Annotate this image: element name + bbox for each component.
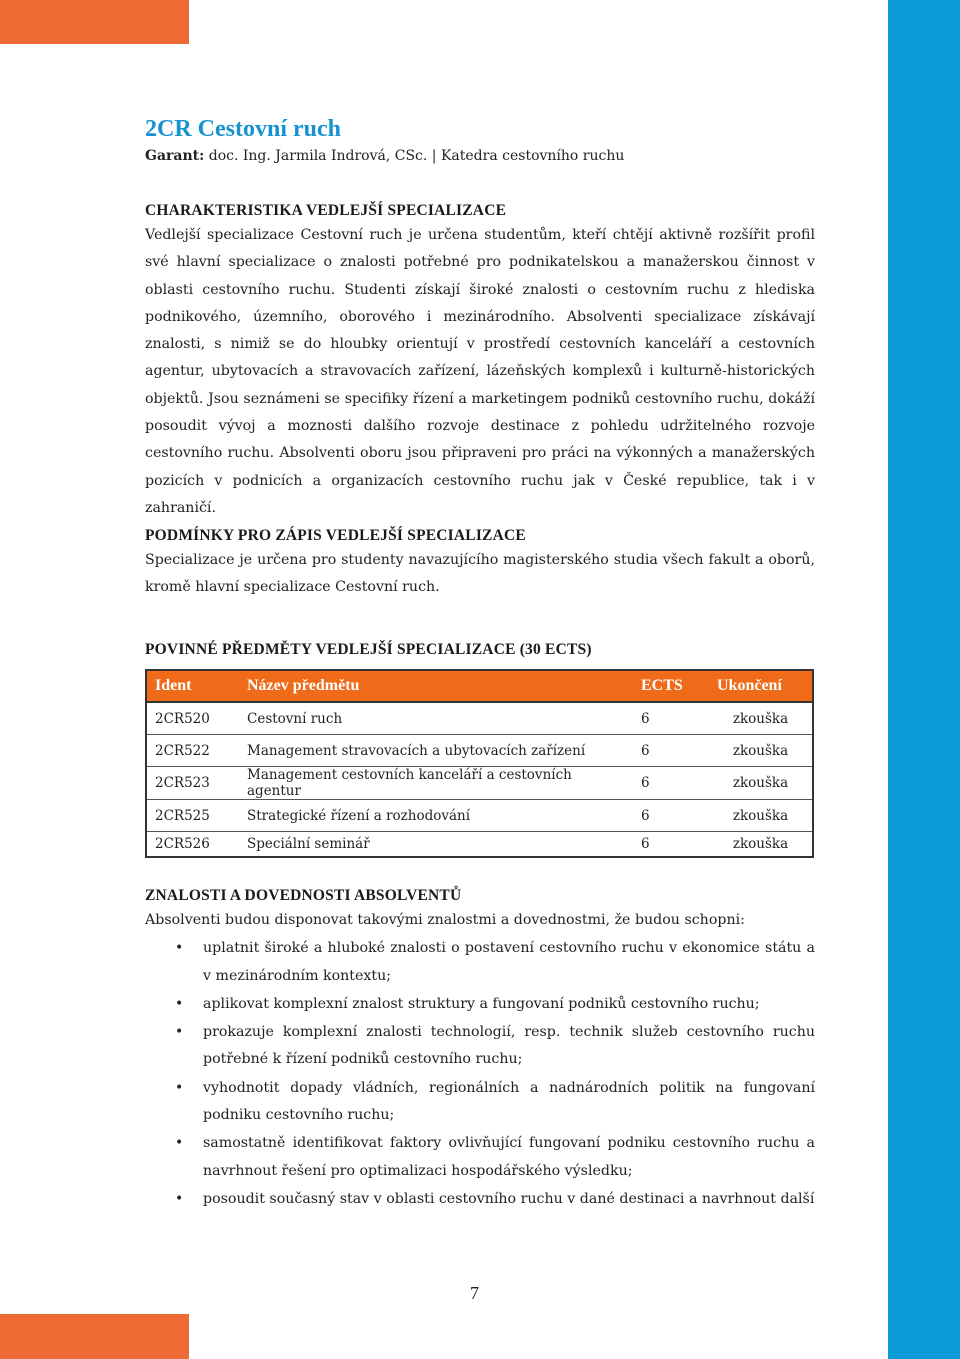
- list-item: [145, 1075, 815, 1130]
- list-item-text: aplikovat komplexní znalost struktury a fungovaní podniků cestovního ruchu;: [203, 995, 760, 1012]
- list-item: [145, 935, 815, 990]
- cell-ident: 2CR520: [146, 702, 239, 735]
- cell-ident: 2CR526: [155, 836, 210, 852]
- list-item-text: prokazuje komplexní znalosti technologií, resp. technik služeb cestovního ruchu potřebné k řízení podniků cestovního ruchu;: [203, 1024, 815, 1068]
- section-characteristics: [145, 200, 815, 522]
- skills-intro: Absolventi budou disponovat takovými znalostmi a dovednostmi, že budou schopni:: [145, 912, 745, 928]
- decorative-orange-bar-bottom: [0, 1314, 189, 1359]
- decorative-orange-bar-top: [0, 0, 189, 44]
- bullet-icon: •: [175, 995, 184, 1012]
- cell-end: zkouška: [709, 702, 813, 735]
- subjects-table: [145, 669, 814, 858]
- cell-end: zkouška: [709, 767, 813, 800]
- table-row: [146, 800, 813, 832]
- cell-name: Management cestovních kanceláří a cestovních agentur: [239, 767, 633, 800]
- cell-ects: 6: [633, 702, 709, 735]
- table-row: [146, 767, 813, 800]
- heading-conditions: PODMÍNKY PRO ZÁPIS VEDLEJŠÍ SPECIALIZACE: [145, 527, 526, 544]
- cell-end: zkouška: [732, 836, 789, 852]
- cell-name: Speciální seminář: [247, 836, 370, 852]
- heading-skills: ZNALOSTI A DOVEDNOSTI ABSOLVENTŮ: [145, 887, 462, 904]
- skills-list: [145, 935, 815, 1213]
- conditions-text: Specializace je určena pro studenty navazujícího magisterského studia všech fakult a oborů, kromě hlavní specializace Cestovní ruch.: [145, 552, 815, 596]
- column-header-name: Název předmětu: [239, 670, 633, 702]
- garant-line: [145, 146, 815, 166]
- cell-ects: 6: [633, 735, 709, 767]
- page-number: 7: [470, 1283, 479, 1303]
- cell-ects: 6: [641, 836, 650, 852]
- column-header-end: Ukončení: [709, 670, 813, 702]
- section-required-subjects: [145, 639, 815, 858]
- bullet-icon: •: [175, 940, 184, 957]
- cell-name: Management stravovacích a ubytovacích zařízení: [239, 735, 633, 767]
- section-skills: [145, 885, 815, 1213]
- decorative-blue-bar-right: [888, 0, 960, 1359]
- page-title: 2CR Cestovní ruch: [145, 116, 341, 142]
- table-header-row: [146, 670, 813, 702]
- list-item: [145, 1019, 815, 1074]
- list-item: [145, 1186, 815, 1213]
- cell-ident: 2CR523: [146, 767, 239, 800]
- heading-characteristics: CHARAKTERISTIKA VEDLEJŠÍ SPECIALIZACE: [145, 202, 507, 219]
- cell-end: zkouška: [709, 735, 813, 767]
- characteristics-text: Vedlejší specializace Cestovní ruch je určena studentům, kteří chtějí aktivně rozšířit profil své hlavní specializace o znalosti potřebné pro podnikatelskou a manažerskou činnost v oblasti cestovního ruchu. Studenti získají široké znalosti o cestovním ruchu z hlediska podnikového, územního, oborového i mezinárodního. Absolventi specializace získávají znalosti, s nimiž se do hloubky orientují v prostředí cestovních kanceláří a cestovních agentur, ubytovacích a stravovacích zařízení, lázeňských komplexů i kulturně-historických objektů. Jsou seznámeni se specifiky řízení a marketingem podniků cestovního ruchu, dokáží posoudit vývoj a moznosti dalšího rozvoje destinace z pohledu udržitelného rozvoje cestovního ruchu. Absolventi oboru jsou připraveni pro práci na výkonných a manažerských pozicích v podnicích a organizacích cestovního ruchu jak v České republice, tak i v zahraničí.: [145, 227, 815, 516]
- cell-ident: 2CR522: [146, 735, 239, 767]
- list-item: [145, 991, 815, 1018]
- table-row: [146, 702, 813, 735]
- column-header-ident: Ident: [146, 670, 239, 702]
- cell-name: Strategické řízení a rozhodování: [239, 800, 633, 832]
- section-conditions: [145, 525, 815, 602]
- table-row: [146, 735, 813, 767]
- list-item-text: posoudit současný stav v oblasti cestovního ruchu v dané destinaci a navrhnout další: [203, 1190, 815, 1207]
- cell-name: Cestovní ruch: [239, 702, 633, 735]
- list-item-text: samostatně identifikovat faktory ovlivňující fungovaní podniku cestovního ruchu a navrhnout řešení pro optimalizaci hospodářského výsledku;: [203, 1135, 815, 1179]
- cell-ident: 2CR525: [146, 800, 239, 832]
- column-header-ects: ECTS: [633, 670, 709, 702]
- cell-ects: 6: [633, 767, 709, 800]
- cell-ects: 6: [633, 800, 709, 832]
- bullet-icon: •: [175, 1190, 184, 1207]
- page-content: [145, 112, 815, 1207]
- cell-end: zkouška: [709, 800, 813, 832]
- bullet-icon: •: [175, 1024, 184, 1041]
- bullet-icon: •: [175, 1135, 184, 1152]
- heading-required-subjects: POVINNÉ PŘEDMĚTY VEDLEJŠÍ SPECIALIZACE (30 ECTS): [145, 641, 592, 658]
- list-item-text: vyhodnotit dopady vládních, regionálních a nadnárodních politik na fungovaní podniku cestovního ruchu;: [203, 1079, 815, 1124]
- bullet-icon: •: [175, 1079, 184, 1096]
- table-row: [146, 832, 813, 858]
- list-item-text: uplatnit široké a hluboké znalosti o postavení cestovního ruchu v ekonomice státu a v mezinárodním kontextu;: [203, 940, 815, 984]
- list-item: [145, 1130, 815, 1185]
- garant-text: doc. Ing. Jarmila Indrová, CSc. | Katedra cestovního ruchu: [208, 148, 625, 164]
- garant-label: Garant:: [145, 148, 205, 164]
